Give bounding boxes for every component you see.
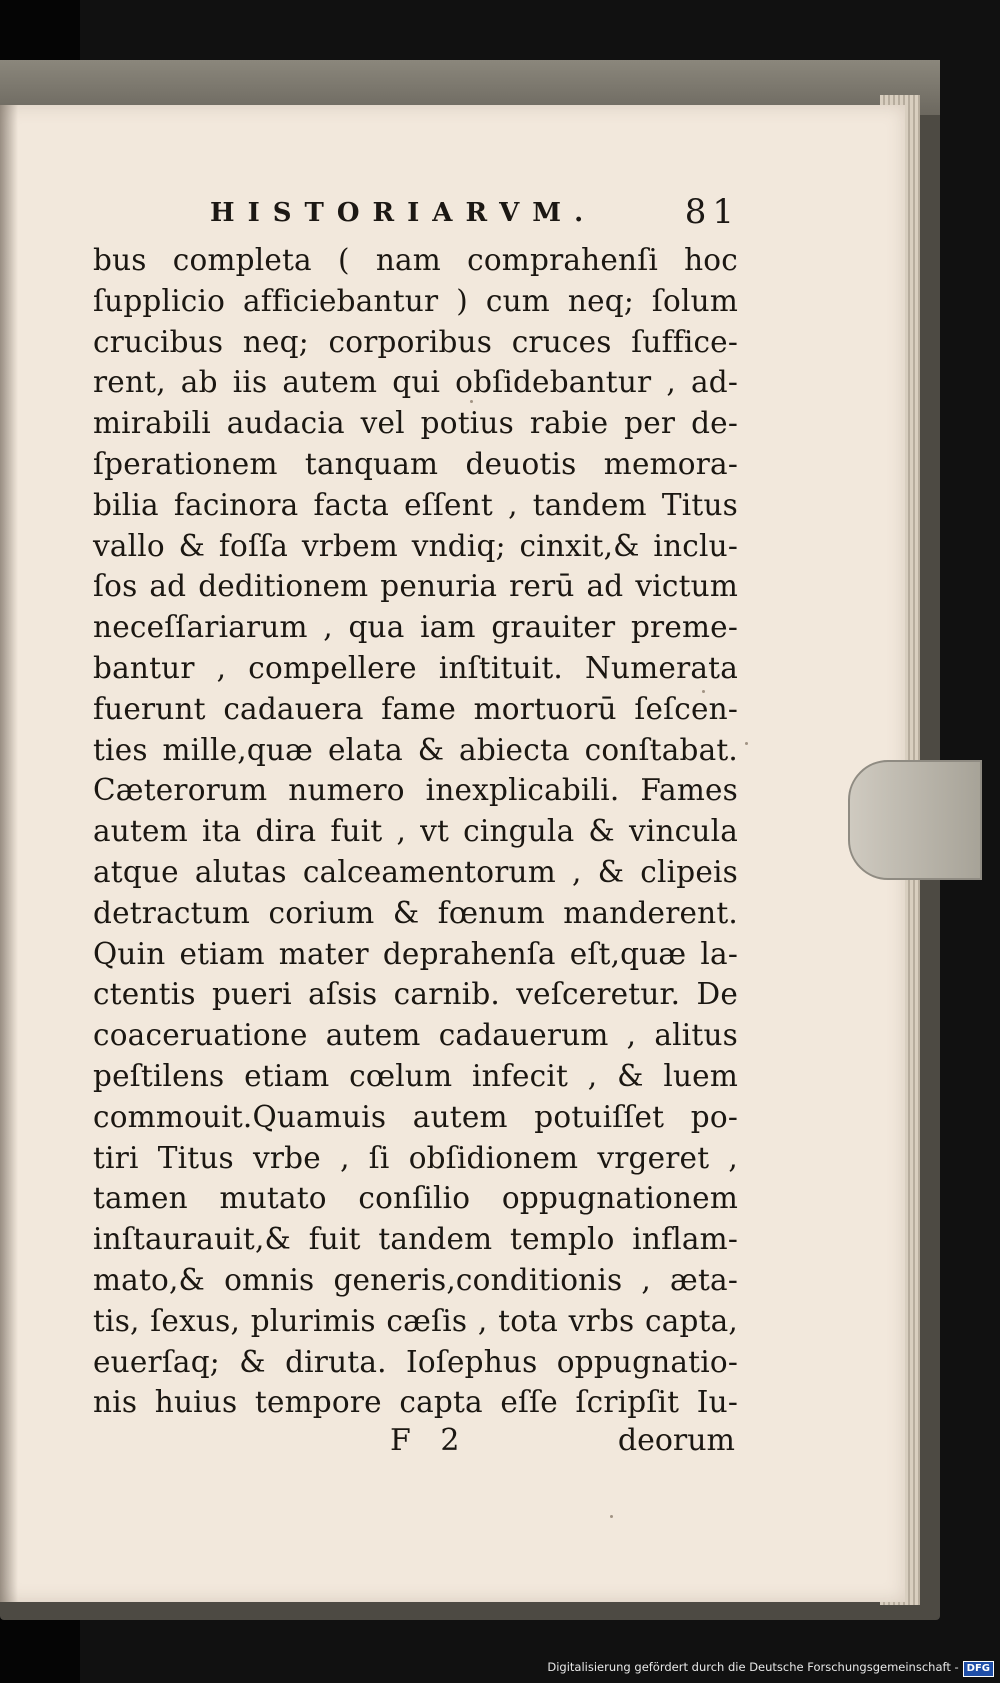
text-line: nis huius tempore capta eſſe ſcripſit Iu-	[93, 1385, 738, 1420]
dfg-logo-icon: DFG	[963, 1661, 994, 1677]
page-clip-tab	[848, 760, 982, 880]
text-line: ties mille,quæ elata & abiecta conſtabat.	[93, 732, 738, 767]
text-line: fuerunt cadauera fame mortuorū ſeſcen-	[93, 691, 738, 726]
catchword: deorum	[617, 1423, 735, 1458]
text-line: ctentis pueri aſsis carnib. veſceretur. De	[93, 977, 738, 1012]
text-line: crucibus neq; corporibus cruces ſuffice-	[93, 324, 738, 359]
text-line: ſupplicio afficiebantur ) cum neq; ſolum	[93, 283, 738, 318]
gutter-shadow	[0, 105, 18, 1602]
text-line: Cæterorum numero inexplicabili. Fames	[93, 773, 738, 808]
text-line: autem ita dira fuit , vt cingula & vincula	[93, 814, 738, 849]
text-line: bantur , compellere inſtituit. Numerata	[93, 650, 738, 685]
text-line: detractum corium & fœnum manderent.	[93, 895, 738, 930]
text-line: ſos ad deditionem penuria rerū ad victum	[93, 569, 738, 604]
text-line: Quin etiam mater deprahenſa eſt,quæ la-	[93, 936, 738, 971]
text-line: mirabili audacia vel potius rabie per de-	[93, 406, 738, 441]
text-line: bilia facinora facta eſſent , tandem Titus	[93, 487, 738, 522]
text-line: vallo & foſſa vrbem vndiq; cinxit,& inclu-	[93, 528, 738, 563]
text-line: peſtilens etiam cœlum infecit , & luem	[93, 1058, 738, 1093]
page-footer	[390, 1423, 735, 1467]
text-line: coaceruatione autem cadauerum , alitus	[93, 1018, 738, 1053]
page-number: 81	[684, 192, 740, 232]
text-line: tamen mutato conſilio oppugnationem	[93, 1181, 738, 1216]
text-line: neceſſariarum , qua iam grauiter preme-	[93, 610, 738, 645]
text-line: tis, ſexus, plurimis cæſis , tota vrbs capta,	[93, 1303, 738, 1338]
signature-mark: F 2	[390, 1423, 470, 1458]
credit-text: Digitalisierung gefördert durch die Deutsche Forschungsgemeinschaft -	[547, 1660, 959, 1674]
paper-fleck	[610, 1515, 613, 1518]
text-line: bus completa ( nam comprahenſi hoc	[93, 243, 738, 277]
text-line: mato,& omnis generis,conditionis , æta-	[93, 1262, 738, 1297]
running-head: HISTORIARVM.	[210, 198, 597, 228]
text-line: tiri Titus vrbe , ſi obſidionem vrgeret ,	[93, 1140, 738, 1175]
paper-fleck	[745, 742, 748, 745]
page-header	[210, 192, 740, 238]
digitization-credit	[547, 1660, 994, 1677]
text-line: commouit.Quamuis autem potuiſſet po-	[93, 1099, 738, 1134]
text-line: inſtaurauit,& fuit tandem templo inflam-	[93, 1222, 738, 1257]
text-line: euerſaq; & diruta. Ioſephus oppugnatio-	[93, 1344, 738, 1379]
text-line: atque alutas calceamentorum , & clipeis	[93, 854, 738, 889]
body-text	[93, 240, 738, 1423]
text-line: rent, ab iis autem qui obſidebantur , ad-	[93, 365, 738, 400]
text-line: ſperationem tanquam deuotis memora-	[93, 446, 738, 481]
